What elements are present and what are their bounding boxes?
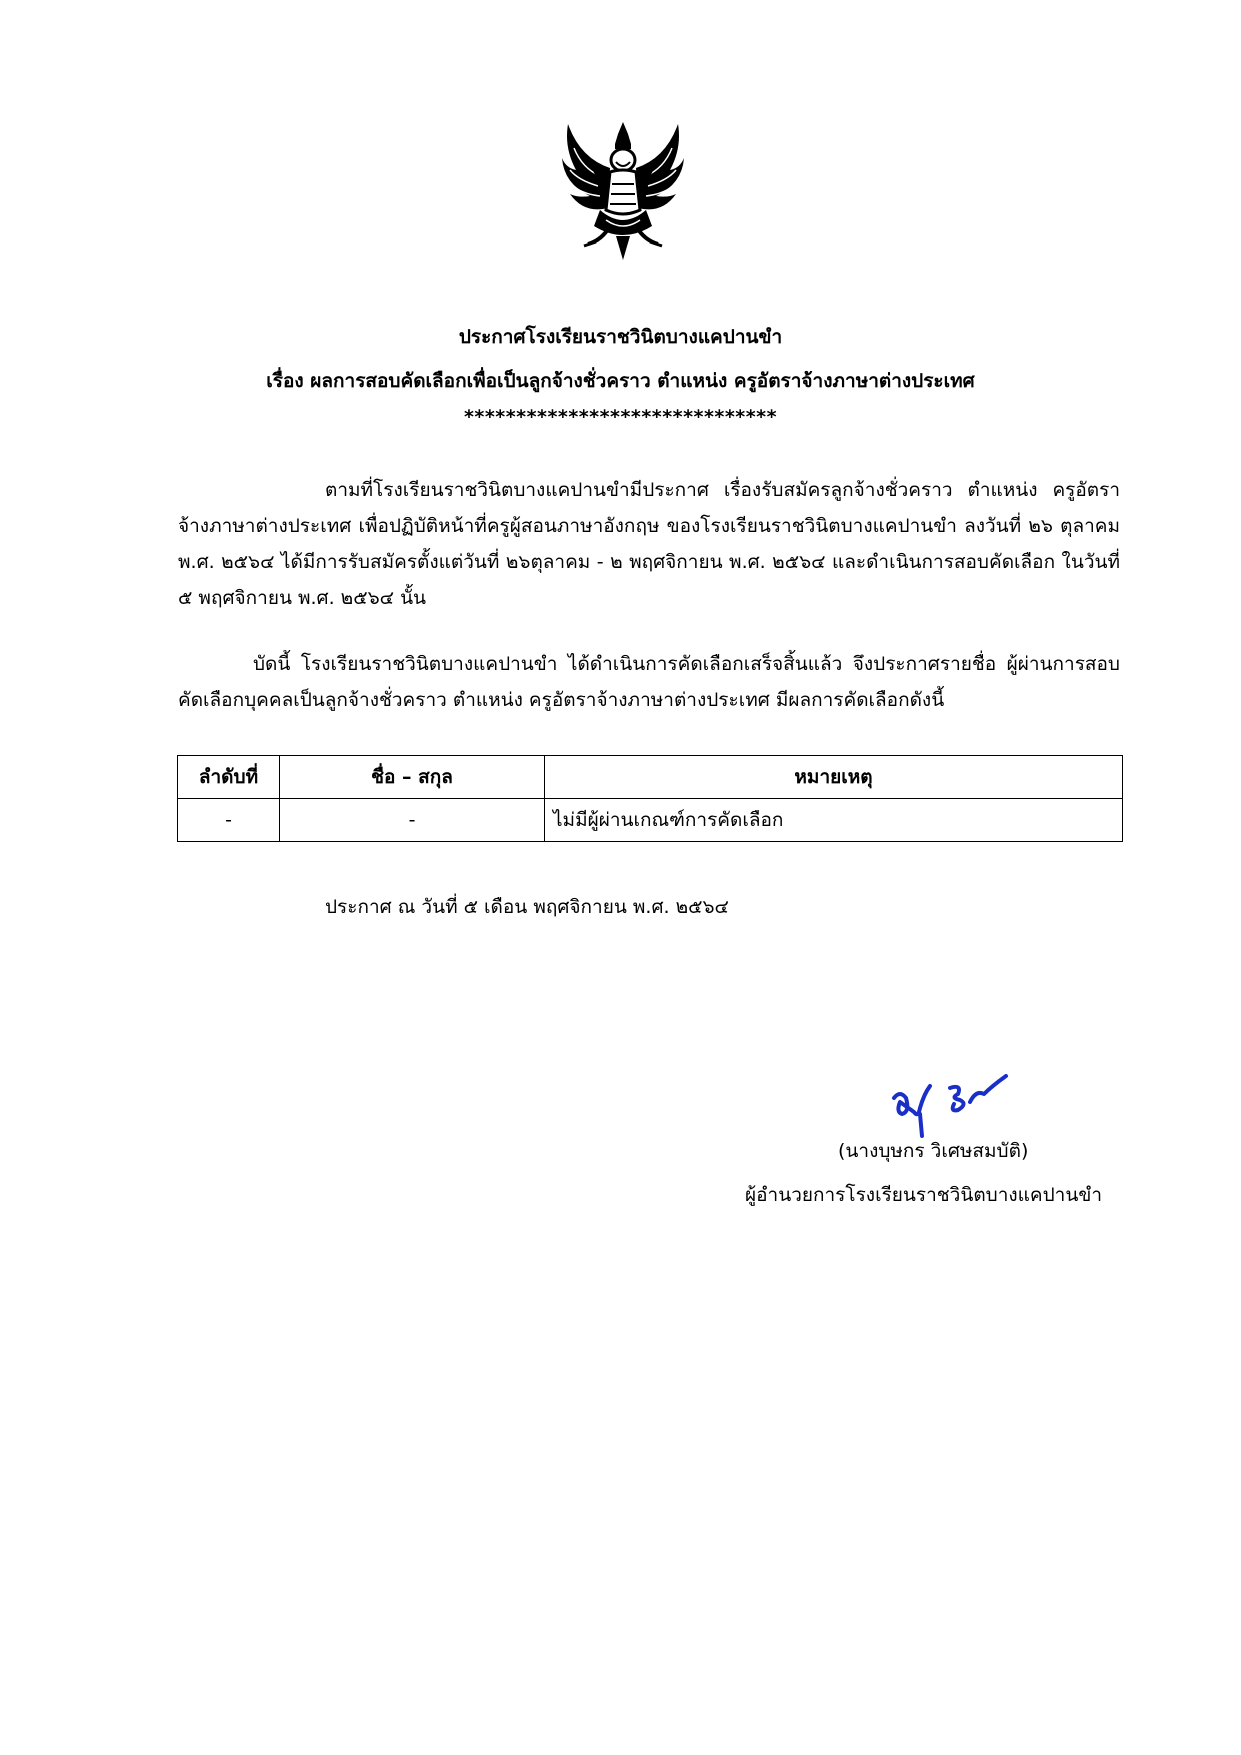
announcement-subject: เรื่อง ผลการสอบคัดเลือกเพื่อเป็นลูกจ้างชั่วคราว ตำแหน่ง ครูอัตราจ้างภาษาต่างประเทศ	[266, 370, 975, 392]
signer-position: ผู้อำนวยการโรงเรียนราชวินิตบางแคปานขำ	[745, 1184, 1102, 1206]
cell-order: -	[178, 799, 280, 842]
asterisk-divider: ******************************	[463, 406, 778, 428]
announcement-date: ประกาศ ณ วันที่ ๕ เดือน พฤศจิกายน พ.ศ. ๒๕๖๔	[325, 896, 729, 918]
cell-remark: ไม่มีผู้ผ่านเกณฑ์การคัดเลือก	[545, 799, 1123, 842]
signer-name: (นางบุษกร วิเศษสมบัติ)	[838, 1140, 1029, 1162]
header-remark: หมายเหตุ	[545, 756, 1123, 799]
garuda-emblem-icon	[560, 118, 686, 262]
table-header-row	[178, 756, 1123, 799]
cell-name: -	[280, 799, 545, 842]
handwritten-signature-icon	[888, 1068, 1028, 1138]
body-paragraph-1: ตามที่โรงเรียนราชวินิตบางแคปานขำมีประกาศ เรื่องรับสมัครลูกจ้างชั่วคราว ตำแหน่ง ครูอัตราจ้างภาษาต่างประเทศ เพื่อปฏิบัติหน้าที่ครูผู้สอนภาษาอังกฤษ ของโรงเรียนราชวินิตบางแคปานขำ ลงวันที่ ๒๖ ตุลาคม พ.ศ. ๒๕๖๔ ได้มีการรับสมัครตั้งแต่วันที่ ๒๖ตุลาคม - ๒ พฤศจิกายน พ.ศ. ๒๕๖๔ และดำเนินการสอบคัดเลือก ในวันที่ ๕ พฤศจิกายน พ.ศ. ๒๕๖๔ นั้น	[178, 479, 1120, 609]
header-name: ชื่อ – สกุล	[280, 756, 545, 799]
body-paragraph-2: บัดนี้ โรงเรียนราชวินิตบางแคปานขำ ได้ดำเนินการคัดเลือกเสร็จสิ้นแล้ว จึงประกาศรายชื่อ ผู้ผ่านการสอบคัดเลือกบุคคลเป็นลูกจ้างชั่วคราว ตำแหน่ง ครูอัตราจ้างภาษาต่างประเทศ มีผลการคัดเลือกดังนี้	[178, 653, 1120, 711]
announcement-title: ประกาศโรงเรียนราชวินิตบางแคปานขำ	[458, 326, 783, 348]
header-order: ลำดับที่	[178, 756, 280, 799]
results-table	[177, 755, 1123, 842]
table-row	[178, 799, 1123, 842]
